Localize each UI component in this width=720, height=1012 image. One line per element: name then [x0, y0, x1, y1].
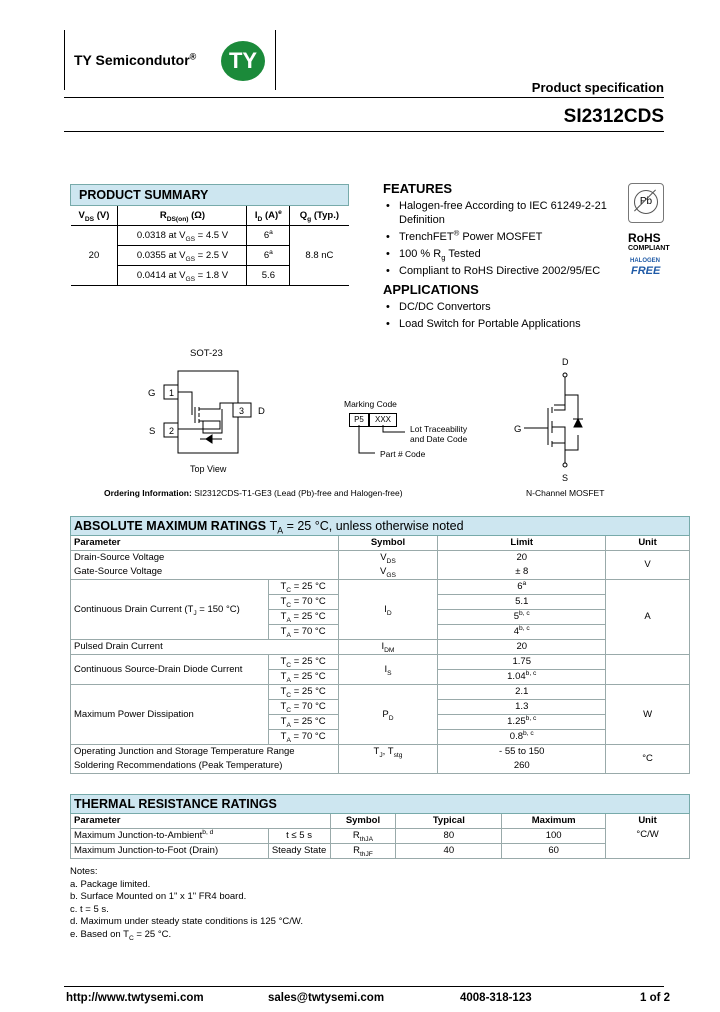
id-row-2: 6$^a$: [247, 246, 290, 266]
svg-text:S: S: [149, 426, 156, 437]
is-param: Continuous Source-Drain Diode Current: [71, 655, 269, 685]
col-vds: $V_{DS}$ (V): [71, 206, 118, 226]
title-divider: [64, 131, 664, 132]
thermal-unit-cell: Unit °C/W: [606, 814, 690, 859]
id-row-1: 6$^a$: [247, 226, 290, 246]
svg-text:1: 1: [169, 388, 175, 398]
vds-param: Drain-Source Voltage: [71, 551, 339, 566]
abs-h-param: Parameter: [71, 536, 339, 551]
rds-row-2: 0.0355 at $V_{GS} = 2.5$ V: [118, 246, 247, 266]
rohs-label: RoHS: [628, 231, 661, 245]
top-view-label: Top View: [190, 464, 227, 474]
svg-text:2: 2: [169, 426, 175, 436]
rds-row-3: 0.0414 at $V_{GS} = 1.8$ V: [118, 266, 247, 286]
marking-code-label: Marking Code: [344, 399, 397, 409]
vds-limit: 20: [438, 551, 606, 566]
abs-max-title: ABSOLUTE MAXIMUM RATINGS $T_A = 25$ °C, unless otherwise noted: [71, 517, 690, 536]
idm-limit: 20: [438, 640, 606, 655]
marking-xxx: XXX: [369, 413, 397, 427]
unit-c: °C: [606, 745, 690, 774]
applications-title: APPLICATIONS: [383, 282, 479, 297]
thermal-jf-max: 60: [502, 844, 606, 859]
thermal-jf-symbol: $R_{thJF}$: [330, 844, 396, 859]
thermal-ja-typ: 80: [396, 829, 502, 844]
col-rds: $R_{DS(on)}$ (Ω): [118, 206, 247, 226]
company-name: TY Semicondutor®: [74, 51, 197, 68]
pd-param: Maximum Power Dissipation: [71, 685, 269, 745]
unit-a: A: [606, 580, 690, 655]
vgs-limit: ± 8: [438, 565, 606, 580]
idm-param: Pulsed Drain Current: [71, 640, 339, 655]
abs-h-symbol: Symbol: [338, 536, 438, 551]
thermal-title: THERMAL RESISTANCE RATINGS: [71, 795, 690, 814]
application-item: • Load Switch for Portable Applications: [383, 317, 643, 331]
free-label: FREE: [631, 265, 661, 277]
marking-p5: P5: [349, 413, 369, 427]
vds-symbol: $V_{DS}$: [338, 551, 438, 566]
tj-limit: - 55 to 150: [438, 745, 606, 760]
idm-symbol: $I_{DM}$: [338, 640, 438, 655]
mosfet-label: N-Channel MOSFET: [526, 488, 605, 498]
thermal-h-symbol: Symbol: [330, 814, 396, 829]
col-qg: $Q_g$ (Typ.): [290, 206, 349, 226]
part-code-label: Part # Code: [380, 449, 426, 459]
product-summary-table: [70, 184, 349, 286]
footer-phone: 4008-318-123: [460, 992, 532, 1004]
solder-param: Soldering Recommendations (Peak Temperature): [71, 759, 339, 774]
svg-text:S: S: [562, 473, 569, 483]
lot-traceability-label: Lot Traceability and Date Code: [410, 424, 468, 444]
thermal-h-typ: Typical: [396, 814, 502, 829]
thermal-h-max: Maximum: [502, 814, 606, 829]
halogen-label: HALOGEN: [630, 258, 660, 264]
pd-symbol: $P_D$: [338, 685, 438, 745]
id-symbol: $I_D$: [338, 580, 438, 640]
solder-limit: 260: [438, 759, 606, 774]
summary-title: PRODUCT SUMMARY: [71, 185, 349, 206]
vgs-param: Gate-Source Voltage: [71, 565, 339, 580]
unit-w: W: [606, 685, 690, 745]
part-number: SI2312CDS: [563, 106, 664, 127]
thermal-jf-typ: 40: [396, 844, 502, 859]
page-number: 1 of 2: [640, 992, 671, 1004]
ordering-information: Ordering Information: SI2312CDS-T1-GE3 (Lead (Pb)-free and Halogen-free): [104, 488, 403, 498]
unit-v: V: [606, 551, 690, 580]
header-divider: [64, 97, 664, 98]
col-id: $I_D$ $(A)^e$: [247, 206, 290, 226]
vgs-symbol: $V_{GS}$: [338, 565, 438, 580]
spec-label: Product specification: [531, 80, 664, 95]
footer-divider: [64, 986, 664, 987]
svg-text:3: 3: [239, 406, 245, 416]
n-channel-mosfet-symbol: [510, 355, 610, 485]
pb-free-icon: Pb: [634, 190, 658, 214]
svg-text:G: G: [148, 388, 156, 399]
feature-item: • TrenchFET® Power MOSFET: [383, 230, 623, 244]
id-row-3: 5.6: [247, 266, 290, 286]
thermal-resistance-table: [70, 794, 690, 859]
thermal-jf-param: Maximum Junction-to-Foot (Drain): [71, 844, 269, 859]
qg-value: 8.8 nC: [290, 226, 349, 286]
features-list: [383, 199, 623, 281]
rds-row-1: 0.0318 at $V_{GS} = 4.5$ V: [118, 226, 247, 246]
svg-text:G: G: [514, 424, 522, 435]
tj-symbol: $T_J$, $T_{stg}$: [338, 745, 438, 760]
feature-item: • Compliant to RoHS Directive 2002/95/EC: [383, 264, 623, 278]
thermal-ja-cond: t ≤ 5 s: [268, 829, 330, 844]
vds-value: 20: [71, 226, 118, 286]
sot23-package-diagram: [140, 345, 280, 480]
tj-param: Operating Junction and Storage Temperature Range: [71, 745, 339, 760]
applications-list: [383, 300, 643, 334]
thermal-ja-param: Maximum Junction-to-Ambient$^{b, d}$: [71, 829, 269, 844]
abs-h-unit: Unit: [606, 536, 690, 551]
svg-text:D: D: [258, 406, 265, 417]
thermal-ja-max: 100: [502, 829, 606, 844]
package-label: SOT-23: [190, 348, 223, 359]
thermal-h-param: Parameter: [71, 814, 331, 829]
is-symbol: $I_S$: [338, 655, 438, 685]
absolute-max-ratings-table: ABSOLUTE MAXIMUM RATINGS $T_A = 25$ °C, unless otherwise noted Parameter Symbol Limit Unit Drain-Source Voltage $V_{DS}$ 20 V Gate-Source Voltage $V_{GS}$ ± 8 Continuous Drain Current ($T_J = 150$ °C) $T_C = 25$ °C $I_D$ 6$^a$ A $T_C = 70$ °C 5.1 $T_A = 25$ °C 5$^{b, c}$ $T_A = 70$ °C 4$^{b, c}$ Pulsed Drain Current $I_{DM}$ 20 Continuous Source-Drain Diode Current $T_C = 25$ °C $I_S$ 1.75 $T_A = 25$ °C 1.04$^{b, c}$ Maximum Power Dissipation $T_C = 25$ °C $P_D$ 2.1 W $T_C = 70$ °C 1.3 $T_A = 25$ °C 1.25$^{b, c}$ $T_A = 70$ °C 0.8$^{b, c}$ Operating Junction and Storage Temperature Range $T_J$, $T_{stg}$ - 55 to 150 °C Soldering Recommendations (Peak Temperature) 260: [70, 516, 690, 774]
abs-h-limit: Limit: [438, 536, 606, 551]
application-item: • DC/DC Convertors: [383, 300, 643, 314]
features-title: FEATURES: [383, 181, 453, 196]
feature-item: • 100 % $R_g$ Tested: [383, 247, 623, 261]
thermal-jf-cond: Steady State: [268, 844, 330, 859]
feature-item: • Halogen-free According to IEC 61249-2-21 Definition: [383, 199, 623, 227]
notes: Notes: a. Package limited. b. Surface Mounted on 1" x 1" FR4 board. c. t = 5 s. d. Maximum under steady state conditions is 125 °C/W. e. Based on $T_C = 25$ °C.: [70, 866, 303, 942]
company-logo: TY: [221, 41, 265, 81]
rohs-compliant: COMPLIANT: [628, 245, 670, 252]
thermal-ja-symbol: $R_{thJA}$: [330, 829, 396, 844]
footer-email[interactable]: sales@twtysemi.com: [268, 992, 385, 1004]
id-param: Continuous Drain Current ($T_J = 150$ °C): [71, 580, 269, 640]
svg-text:D: D: [562, 357, 569, 367]
footer-url[interactable]: http://www.twtysemi.com: [66, 992, 204, 1004]
